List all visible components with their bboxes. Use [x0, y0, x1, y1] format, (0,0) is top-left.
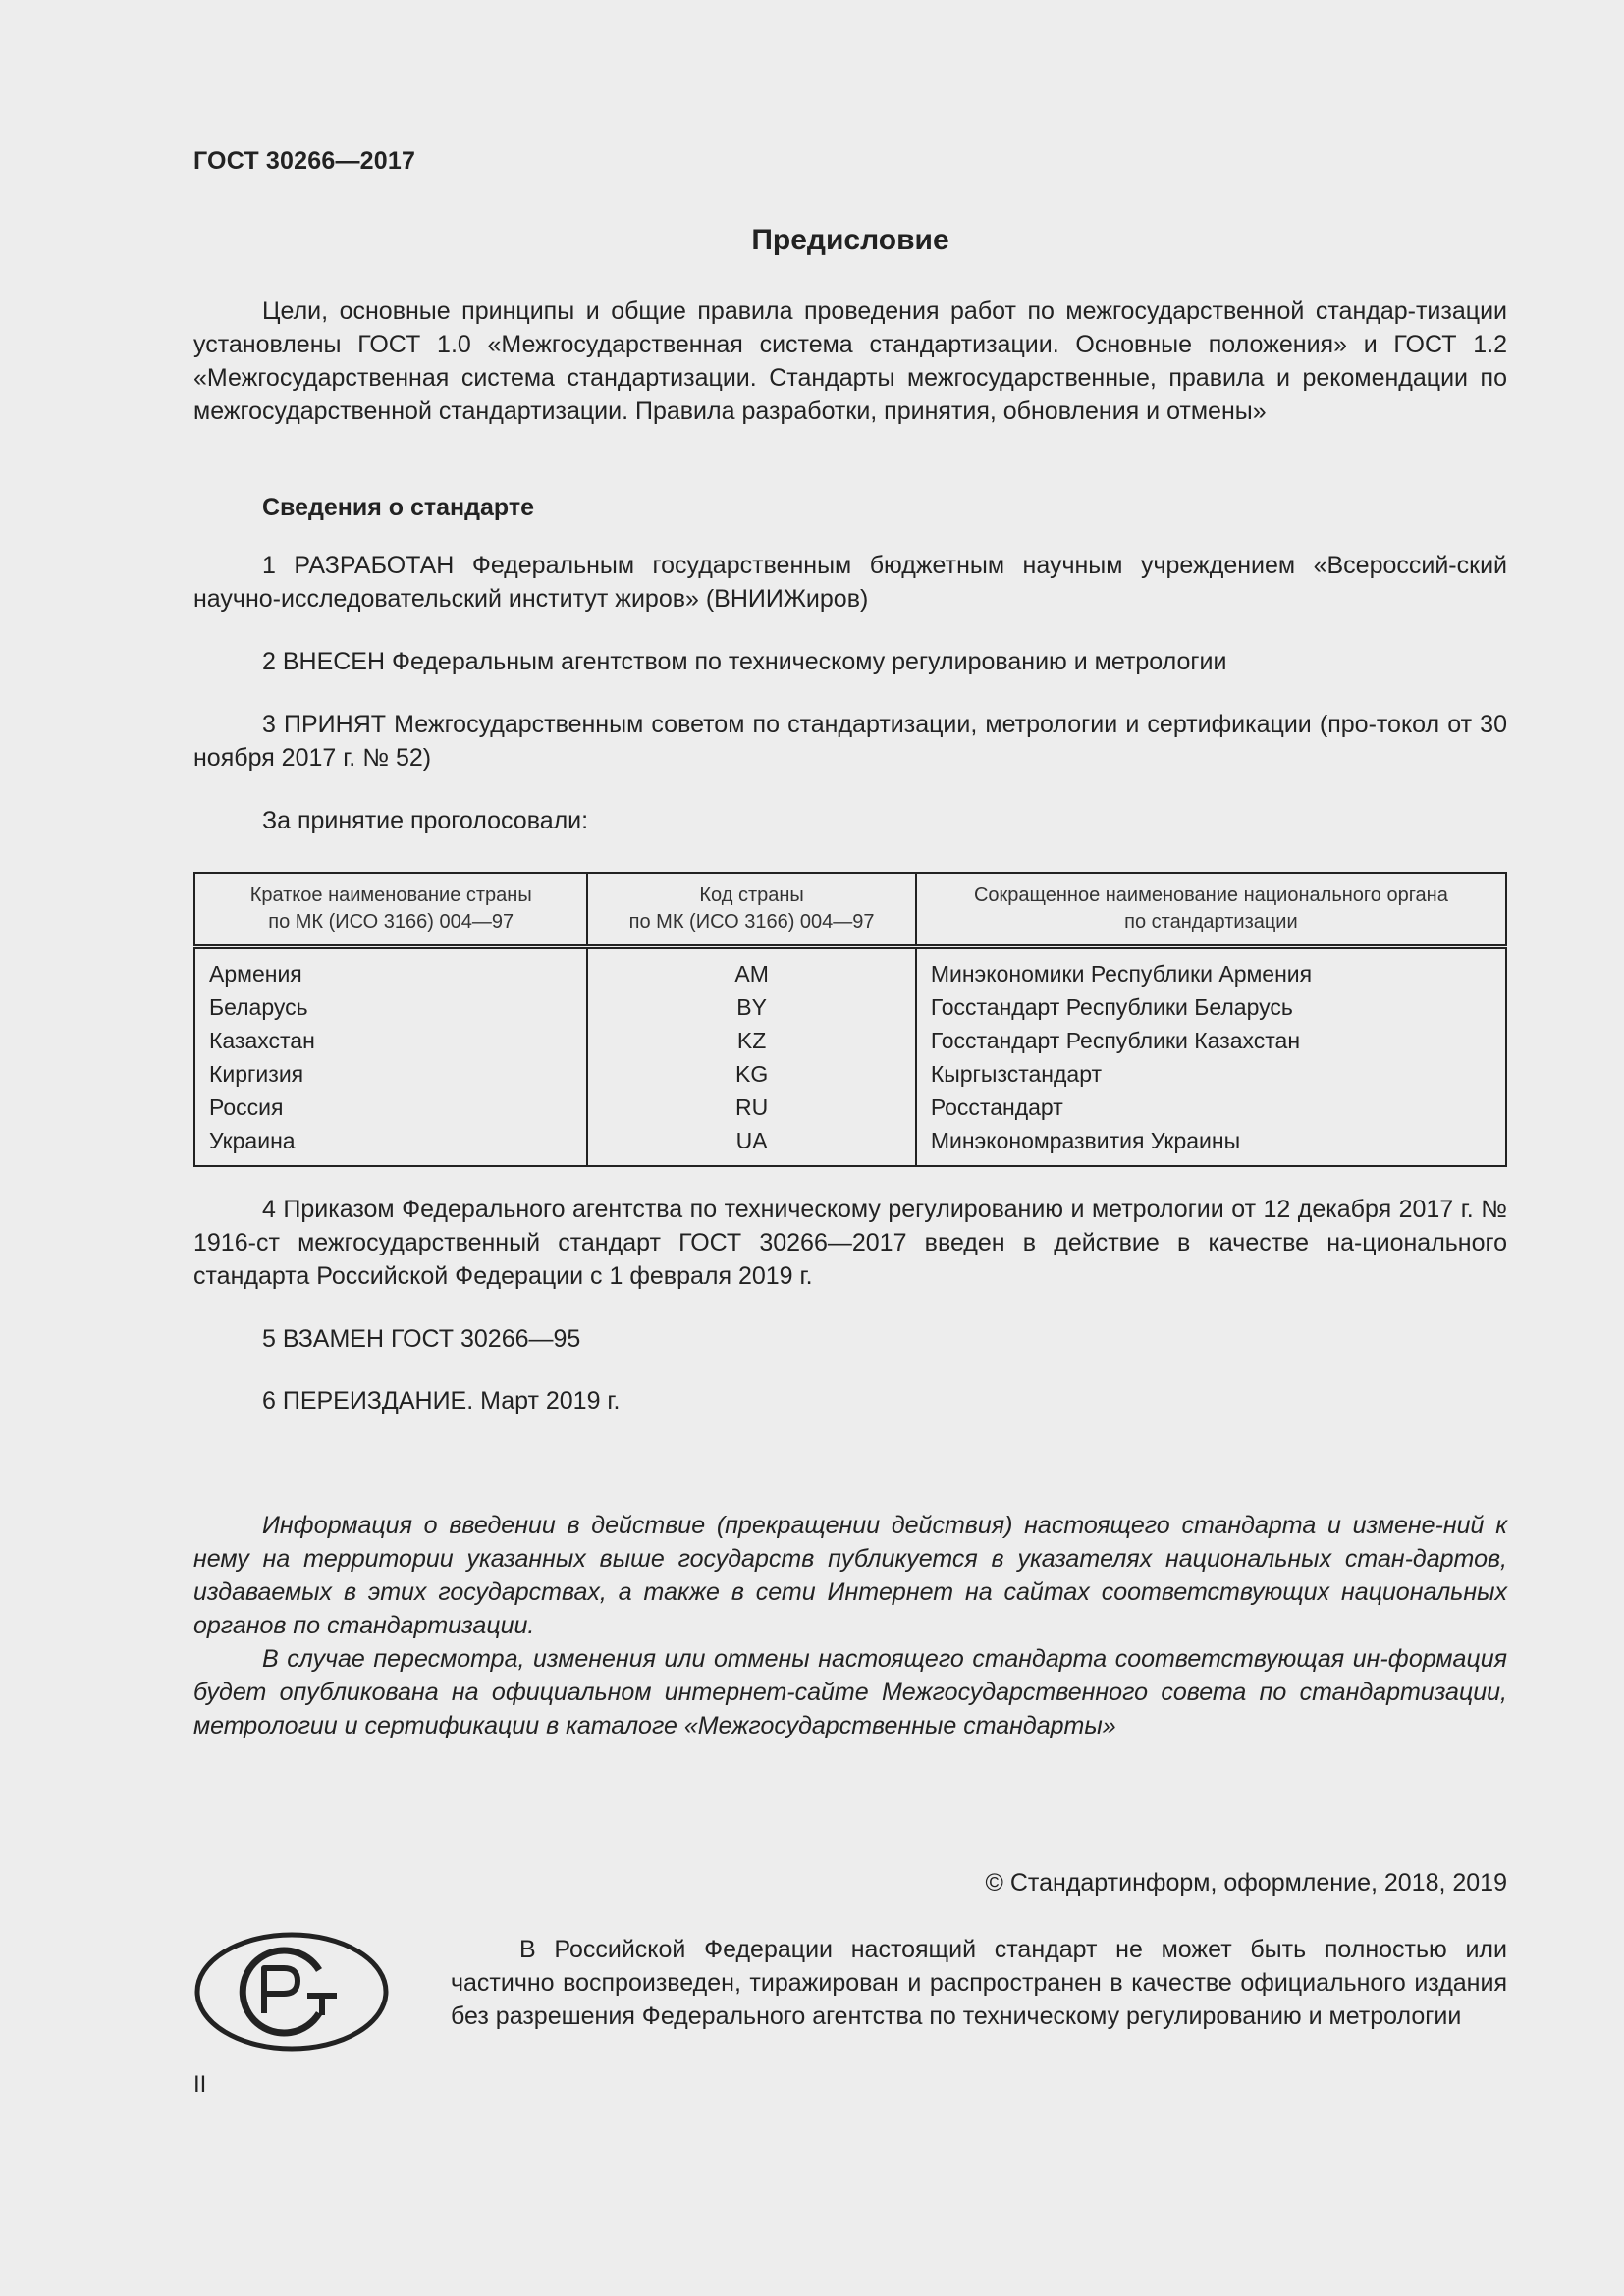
column-header-code-line1: Код страны	[699, 884, 804, 906]
country-name: Россия	[209, 1095, 284, 1120]
standards-body-name: Кыргызстандарт	[930, 1061, 1103, 1087]
country-code: BY	[736, 994, 767, 1020]
body-column	[916, 947, 1506, 1167]
column-header-body-line1: Сокращенное наименование национального органа	[973, 884, 1448, 906]
standards-body-name: Минэкономики Республики Армения	[930, 961, 1313, 987]
column-header-country-line2: по МК (ИСО 3166) 004—97	[268, 911, 514, 933]
country-code: UA	[735, 1128, 768, 1153]
intro-paragraph: Цели, основные принципы и общие правила проведения работ по межгосударственной стандар-тизации установлены ГОСТ 1.0 «Межгосударственная система стандартизации. Основные положения» и ГОСТ 1.2 «Межгосударственная система стандартизации. Стандарты межгосударственные, правила и рекомендации по межгосударственной стандартизации. Правила разработки, принятия, обновления и отмены»	[193, 297, 1507, 425]
column-header-code-line2: по МК (ИСО 3166) 004—97	[628, 911, 875, 933]
country-code: KZ	[736, 1028, 767, 1053]
column-header-country	[194, 873, 587, 947]
page-number: II	[193, 2071, 207, 2098]
country-code: KG	[734, 1061, 769, 1087]
standards-body-name: Госстандарт Республики Беларусь	[930, 994, 1293, 1020]
legal-notice: В Российской Федерации настоящий стандарт не может быть полностью или частично воспроизведен, тиражирован и распространен в качестве официального издания без разрешения Федерального агентства по техническому регулированию и метрологии	[451, 1936, 1507, 2030]
country-name: Киргизия	[209, 1061, 304, 1087]
country-column	[194, 947, 587, 1167]
item-3-adopted: 3 ПРИНЯТ Межгосударственным советом по стандартизации, метрологии и сертификации (про-токол от 30 ноября 2017 г. № 52)	[193, 711, 1507, 772]
page-title: Предисловие	[751, 224, 949, 256]
column-header-code	[587, 873, 915, 947]
country-name: Казахстан	[209, 1028, 315, 1053]
item-6-reissue: 6 ПЕРЕИЗДАНИЕ. Март 2019 г.	[262, 1387, 621, 1415]
voting-countries-table	[193, 872, 1507, 1167]
column-header-country-line1: Краткое наименование страны	[249, 884, 532, 906]
notice-paragraph-2: В случае пересмотра, изменения или отмены настоящего стандарта соответствующая ин-формация будет опубликована на официальном интернет-сайте Межгосударственного совета по стандартизации, метрологии и сертификации в каталоге «Межгосударственные стандарты»	[193, 1645, 1507, 1739]
logo-letters: РСТ	[193, 1931, 195, 1932]
table-body-row	[194, 947, 1506, 1167]
rst-certification-mark-icon	[193, 1931, 390, 2053]
section-heading: Сведения о стандарте	[262, 494, 535, 521]
copyright-line: © Стандартинформ, оформление, 2018, 2019	[985, 1869, 1507, 1896]
item-4-enactment: 4 Приказом Федерального агентства по техническому регулированию и метрологии от 12 декабря 2017 г. № 1916-ст межгосударственный стандарт ГОСТ 30266—2017 введен в действие в качестве на-ционального стандарта Российской Федерации с 1 февраля 2019 г.	[193, 1196, 1507, 1290]
notice-block	[193, 1509, 1507, 1742]
table-header-row	[194, 873, 1506, 947]
notice-paragraph-1: Информация о введении в действие (прекращении действия) настоящего стандарта и измене-ний к нему на территории указанных выше государств публикуется в указателях национальных стан-дартов, издаваемых в этих государствах, а также в сети Интернет на сайтах соответствующих национальных органов по стандартизации.	[193, 1512, 1507, 1639]
country-name: Украина	[209, 1128, 296, 1153]
country-name: Армения	[209, 961, 302, 987]
item-1-developed: 1 РАЗРАБОТАН Федеральным государственным бюджетным научным учреждением «Всероссий-ский научно-исследовательский институт жиров» (ВНИИЖиров)	[193, 552, 1507, 613]
code-column	[587, 947, 915, 1167]
item-2-introduced: 2 ВНЕСЕН Федеральным агентством по техническому регулированию и метрологии	[262, 648, 1227, 675]
standards-body-name: Минэкономразвития Украины	[930, 1128, 1241, 1153]
standards-body-name: Росстандарт	[930, 1095, 1063, 1120]
document-code: ГОСТ 30266—2017	[193, 147, 416, 175]
country-code: AM	[734, 961, 769, 987]
column-header-body-line2: по стандартизации	[1124, 911, 1298, 933]
standards-body-name: Госстандарт Республики Казахстан	[930, 1028, 1301, 1053]
country-name: Беларусь	[209, 994, 308, 1020]
item-5-replaces: 5 ВЗАМЕН ГОСТ 30266—95	[262, 1325, 581, 1353]
vote-intro: За принятие проголосовали:	[262, 807, 589, 834]
country-code: RU	[734, 1095, 769, 1120]
column-header-body	[916, 873, 1506, 947]
